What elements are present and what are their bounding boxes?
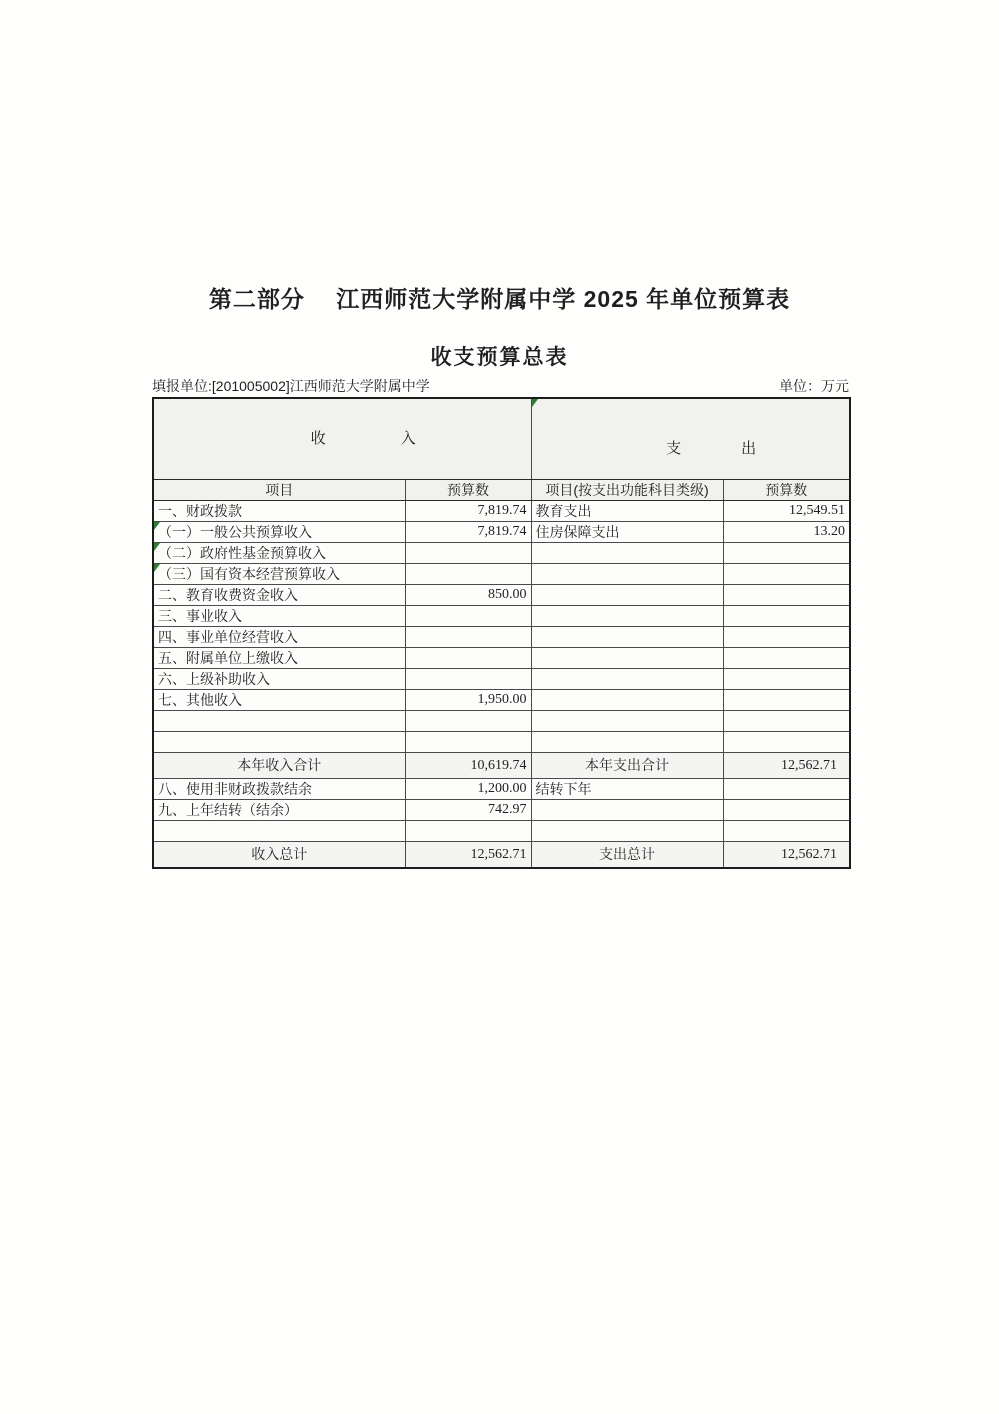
error-marker-icon (154, 564, 160, 572)
table-row (153, 753, 850, 779)
income-value-cell: 10,619.74 (405, 753, 531, 779)
expense-item-cell (531, 648, 723, 669)
income-item-cell (153, 711, 405, 732)
table-row (153, 522, 850, 543)
expense-value-cell (723, 711, 850, 732)
income-item-cell: 七、其他收入 (153, 690, 405, 711)
reporting-unit-label: 填报单位:[201005002]江西师范大学附属中学 (152, 378, 430, 394)
expense-value-cell: 12,562.71 (723, 842, 850, 869)
expense-item-cell (531, 732, 723, 753)
income-section-header-cell (153, 398, 531, 480)
section-header-row (153, 398, 850, 480)
table-row (153, 690, 850, 711)
error-marker-icon (154, 522, 160, 530)
table-meta-line (152, 376, 849, 396)
error-marker-icon (154, 543, 160, 551)
income-value-cell: 7,819.74 (405, 501, 531, 522)
error-marker-icon (532, 399, 538, 407)
column-header-expense-item: 项目(按支出功能科目类级) (531, 480, 723, 501)
table-row (153, 501, 850, 522)
expense-value-cell (723, 690, 850, 711)
page-title: 第二部分 江西师范大学附属中学 2025 年单位预算表 (208, 286, 791, 312)
unit-note-label: 单位：万元 (779, 378, 849, 394)
expense-value-cell: 12,562.71 (723, 753, 850, 779)
expense-item-cell (531, 711, 723, 732)
expense-value-cell (723, 779, 850, 800)
expense-item-cell (531, 800, 723, 821)
income-value-cell (405, 821, 531, 842)
income-item-cell: 一、财政拨款 (153, 501, 405, 522)
income-item-cell (153, 732, 405, 753)
income-value-cell (405, 732, 531, 753)
income-value-cell (405, 606, 531, 627)
income-item-cell (153, 821, 405, 842)
income-value-cell (405, 648, 531, 669)
table-body (153, 501, 850, 869)
income-item-cell: 九、上年结转（结余） (153, 800, 405, 821)
income-value-cell: 1,950.00 (405, 690, 531, 711)
income-item-cell: （一）一般公共预算收入 (153, 522, 405, 543)
expense-value-cell (723, 606, 850, 627)
expense-item-cell: 支出总计 (531, 842, 723, 869)
table-row (153, 543, 850, 564)
column-header-expense-budget: 预算数 (723, 480, 850, 501)
expense-value-cell (723, 627, 850, 648)
expense-item-cell (531, 690, 723, 711)
table-row (153, 821, 850, 842)
expense-value-cell (723, 800, 850, 821)
income-value-cell: 742.97 (405, 800, 531, 821)
table-row (153, 842, 850, 869)
budget-summary-table (152, 397, 851, 869)
expense-value-cell (723, 821, 850, 842)
table-row (153, 669, 850, 690)
table-row (153, 585, 850, 606)
income-value-cell: 850.00 (405, 585, 531, 606)
income-item-cell: 四、事业单位经营收入 (153, 627, 405, 648)
expense-item-cell (531, 627, 723, 648)
income-value-cell (405, 669, 531, 690)
table-row (153, 779, 850, 800)
table-row (153, 627, 850, 648)
column-header-row (153, 480, 850, 501)
expense-value-cell (723, 732, 850, 753)
expense-value-cell (723, 648, 850, 669)
page-subtitle: 收支预算总表 (430, 346, 569, 369)
income-item-cell: 三、事业收入 (153, 606, 405, 627)
expense-item-cell: 住房保障支出 (531, 522, 723, 543)
expense-section-header-cell (531, 398, 850, 480)
expense-item-cell (531, 669, 723, 690)
column-header-income-budget: 预算数 (405, 480, 531, 501)
income-value-cell: 12,562.71 (405, 842, 531, 869)
expense-item-cell: 教育支出 (531, 501, 723, 522)
expense-value-cell (723, 543, 850, 564)
expense-value-cell (723, 585, 850, 606)
income-item-cell: （三）国有资本经营预算收入 (153, 564, 405, 585)
income-item-cell: 二、教育收费资金收入 (153, 585, 405, 606)
income-item-cell: 八、使用非财政拨款结余 (153, 779, 405, 800)
table-row (153, 800, 850, 821)
expense-item-cell (531, 585, 723, 606)
income-value-cell: 7,819.74 (405, 522, 531, 543)
expense-item-cell (531, 606, 723, 627)
income-item-cell: （二）政府性基金预算收入 (153, 543, 405, 564)
income-value-cell (405, 711, 531, 732)
expense-item-cell: 本年支出合计 (531, 753, 723, 779)
expense-section-header: 支 出 (666, 440, 757, 457)
income-value-cell (405, 627, 531, 648)
table-row (153, 606, 850, 627)
expense-item-cell (531, 821, 723, 842)
table-row (153, 564, 850, 585)
income-value-cell (405, 564, 531, 585)
income-section-header: 收 入 (310, 430, 416, 447)
expense-value-cell (723, 669, 850, 690)
income-value-cell: 1,200.00 (405, 779, 531, 800)
income-value-cell (405, 543, 531, 564)
expense-item-cell (531, 543, 723, 564)
income-item-cell: 六、上级补助收入 (153, 669, 405, 690)
expense-item-cell: 结转下年 (531, 779, 723, 800)
expense-value-cell: 12,549.51 (723, 501, 850, 522)
income-item-cell: 本年收入合计 (153, 753, 405, 779)
column-header-income-item: 项目 (153, 480, 405, 501)
expense-item-cell (531, 564, 723, 585)
income-item-cell: 五、附属单位上缴收入 (153, 648, 405, 669)
expense-value-cell: 13.20 (723, 522, 850, 543)
table-row (153, 732, 850, 753)
table-row (153, 711, 850, 732)
table-row (153, 648, 850, 669)
income-item-cell: 收入总计 (153, 842, 405, 869)
expense-value-cell (723, 564, 850, 585)
